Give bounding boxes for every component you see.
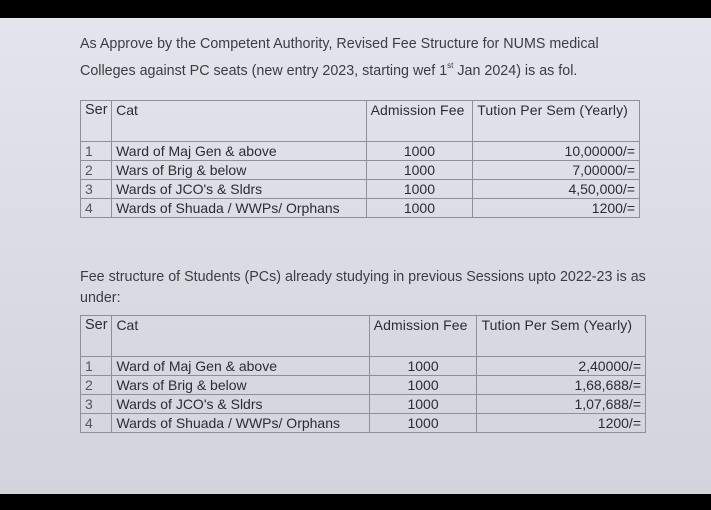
cell-ser: 3 — [81, 180, 112, 199]
header-tuition: Tution Per Sem (Yearly) — [477, 316, 646, 357]
cell-ser: 2 — [81, 161, 112, 180]
table-row — [81, 161, 640, 180]
cell-admission: 1000 — [366, 180, 473, 199]
cell-cat: Wards of JCO's & Sldrs — [112, 180, 366, 199]
cell-admission: 1000 — [366, 199, 473, 218]
header-admission-fee: Admission Fee — [366, 101, 473, 142]
cell-admission: 1000 — [369, 357, 477, 376]
header-cat: Cat — [112, 316, 369, 357]
intro-tail: Jan 2024) is as fol. — [453, 63, 578, 79]
table-row — [81, 414, 646, 433]
cell-admission: 1000 — [369, 414, 477, 433]
fee-table-new-entry — [80, 100, 640, 218]
header-ser: Ser — [81, 316, 112, 357]
header-ser: Ser — [81, 101, 112, 142]
cell-tuition: 2,40000/= — [477, 357, 646, 376]
table-row — [81, 357, 646, 376]
cell-cat: Wars of Brig & below — [112, 376, 369, 395]
cell-tuition: 1,68,688/= — [477, 376, 646, 395]
cell-cat: Wards of Shuada / WWPs/ Orphans — [112, 199, 366, 218]
fee-table-previous-sessions — [80, 315, 646, 433]
cell-tuition: 10,00000/= — [473, 142, 640, 161]
document-page — [0, 18, 711, 494]
table-header-row — [81, 101, 640, 142]
second-paragraph: Fee structure of Students (PCs) already studying in previous Sessions upto 2022-23 is as under: — [80, 269, 646, 306]
cell-tuition: 1200/= — [477, 414, 646, 433]
cell-cat: Wars of Brig & below — [112, 161, 366, 180]
cell-cat: Ward of Maj Gen & above — [112, 142, 366, 161]
cell-tuition: 1,07,688/= — [477, 395, 646, 414]
cell-ser: 4 — [81, 414, 112, 433]
cell-ser: 2 — [81, 376, 112, 395]
table-row — [81, 142, 640, 161]
cell-ser: 4 — [81, 199, 112, 218]
table-header-row — [81, 316, 646, 357]
cell-cat: Ward of Maj Gen & above — [112, 357, 369, 376]
cell-admission: 1000 — [366, 142, 473, 161]
cell-admission: 1000 — [369, 376, 477, 395]
intro-superscript: st — [447, 61, 454, 70]
intro-paragraph — [80, 34, 640, 82]
table-row — [81, 199, 640, 218]
table-row — [81, 395, 646, 414]
cell-tuition: 7,00000/= — [473, 161, 640, 180]
header-tuition: Tution Per Sem (Yearly) — [473, 101, 640, 142]
cell-tuition: 4,50,000/= — [473, 180, 640, 199]
cell-admission: 1000 — [369, 395, 477, 414]
table-row — [81, 376, 646, 395]
header-cat: Cat — [112, 101, 366, 142]
cell-cat: Wards of JCO's & Sldrs — [112, 395, 369, 414]
intro-text: As Approve by the Competent Authority, Revised Fee Structure for NUMS medical Colleges against PC seats (new entry 2023, starting wef 1 — [80, 36, 599, 79]
cell-cat: Wards of Shuada / WWPs/ Orphans — [112, 414, 369, 433]
cell-tuition: 1200/= — [473, 199, 640, 218]
cell-ser: 3 — [81, 395, 112, 414]
header-admission-fee: Admission Fee — [369, 316, 477, 357]
cell-ser: 1 — [81, 142, 112, 161]
table-row — [81, 180, 640, 199]
cell-ser: 1 — [81, 357, 112, 376]
cell-admission: 1000 — [366, 161, 473, 180]
